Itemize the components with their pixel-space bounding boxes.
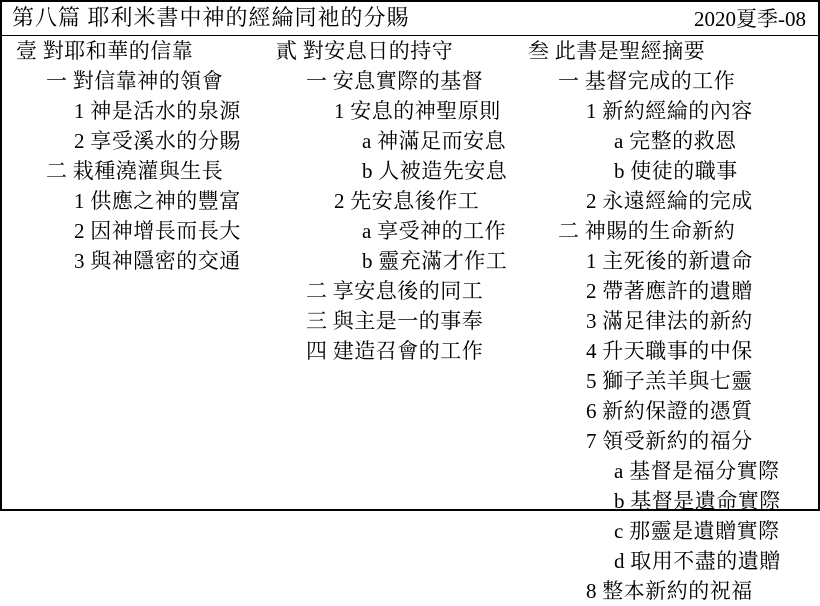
outline-marker: 1 bbox=[74, 99, 85, 123]
outline-marker: 5 bbox=[586, 369, 597, 393]
outline-marker: 一 bbox=[558, 69, 579, 93]
outline-text: 對安息日的持守 bbox=[297, 39, 454, 63]
outline-entry bbox=[270, 36, 518, 66]
outline-text: 神是活水的泉源 bbox=[84, 99, 241, 123]
outline-entry bbox=[270, 66, 518, 96]
outline-marker: 4 bbox=[586, 339, 597, 363]
outline-entry bbox=[518, 126, 818, 156]
outline-marker: 8 bbox=[586, 579, 597, 603]
outline-marker: 2 bbox=[334, 189, 345, 213]
outline-text: 帶著應許的遺贈 bbox=[596, 279, 753, 303]
document-code: 2020夏季-08 bbox=[694, 7, 806, 31]
outline-entry bbox=[518, 426, 818, 456]
outline-marker: 二 bbox=[46, 159, 67, 183]
outline-text: 建造召會的工作 bbox=[327, 339, 484, 363]
outline-marker: 貳 bbox=[276, 39, 297, 63]
outline-text: 安息的神聖原則 bbox=[344, 99, 501, 123]
outline-marker: b bbox=[614, 159, 625, 183]
outline-marker: a bbox=[362, 219, 372, 243]
outline-text: 靈充滿才作工 bbox=[372, 249, 508, 273]
outline-marker: 2 bbox=[74, 219, 85, 243]
outline-entry bbox=[518, 96, 818, 126]
document-header bbox=[2, 2, 818, 36]
outline-marker: 6 bbox=[586, 399, 597, 423]
outline-marker: 3 bbox=[586, 309, 597, 333]
outline-entry bbox=[518, 456, 818, 486]
outline-marker: 二 bbox=[306, 279, 327, 303]
outline-entry bbox=[518, 486, 818, 516]
outline-marker: 1 bbox=[334, 99, 345, 123]
outline-entry bbox=[270, 336, 518, 366]
outline-text: 整本新約的祝福 bbox=[596, 579, 753, 603]
outline-text: 升天職事的中保 bbox=[596, 339, 753, 363]
outline-entry bbox=[518, 246, 818, 276]
outline-entry bbox=[2, 96, 270, 126]
outline-marker: 一 bbox=[306, 69, 327, 93]
outline-text: 完整的救恩 bbox=[623, 129, 737, 153]
outline-marker: b bbox=[614, 489, 625, 513]
outline-entry bbox=[518, 336, 818, 366]
outline-marker: c bbox=[614, 519, 624, 543]
outline-entry bbox=[518, 576, 818, 606]
outline-text: 取用不盡的遺贈 bbox=[624, 549, 781, 573]
outline-entry bbox=[518, 156, 818, 186]
outline-text: 滿足律法的新約 bbox=[596, 309, 753, 333]
outline-marker: d bbox=[614, 549, 625, 573]
outline-text: 享受神的工作 bbox=[371, 219, 507, 243]
outline-marker: 2 bbox=[74, 129, 85, 153]
outline-entry bbox=[2, 36, 270, 66]
outline-text: 那靈是遺贈實際 bbox=[623, 519, 780, 543]
outline-entry bbox=[270, 186, 518, 216]
outline-text: 新約保證的憑質 bbox=[596, 399, 753, 423]
outline-text: 栽種澆灌與生長 bbox=[67, 159, 224, 183]
outline-marker: 三 bbox=[306, 309, 327, 333]
outline-entry bbox=[518, 546, 818, 576]
outline-entry bbox=[518, 306, 818, 336]
outline-marker: 一 bbox=[46, 69, 67, 93]
page-title: 第八篇 耶利米書中神的經綸同祂的分賜 bbox=[12, 5, 410, 30]
outline-text: 安息實際的基督 bbox=[327, 69, 484, 93]
outline-entry bbox=[270, 156, 518, 186]
outline-marker: 壹 bbox=[16, 39, 37, 63]
outline-marker: 二 bbox=[558, 219, 579, 243]
outline-text: 與主是一的事奉 bbox=[327, 309, 484, 333]
outline-text: 供應之神的豐富 bbox=[84, 189, 241, 213]
outline-text: 享安息後的同工 bbox=[327, 279, 484, 303]
column-three bbox=[518, 36, 818, 603]
outline-text: 人被造先安息 bbox=[372, 159, 508, 183]
outline-entry bbox=[270, 276, 518, 306]
outline-entry bbox=[2, 216, 270, 246]
outline-text: 先安息後作工 bbox=[344, 189, 480, 213]
outline-entry bbox=[270, 96, 518, 126]
outline-entry bbox=[2, 246, 270, 276]
outline-entry bbox=[518, 516, 818, 546]
outline-text: 基督是遺命實際 bbox=[624, 489, 781, 513]
outline-text: 主死後的新遺命 bbox=[596, 249, 753, 273]
outline-marker: 1 bbox=[74, 189, 85, 213]
outline-text: 基督是福分實際 bbox=[623, 459, 780, 483]
outline-entry bbox=[518, 186, 818, 216]
outline-entry bbox=[270, 216, 518, 246]
outline-entry bbox=[270, 126, 518, 156]
outline-entry bbox=[518, 36, 818, 66]
outline-text: 享受溪水的分賜 bbox=[84, 129, 241, 153]
outline-text: 對信靠神的領會 bbox=[67, 69, 224, 93]
outline-entry bbox=[518, 66, 818, 96]
outline-columns bbox=[2, 36, 818, 603]
outline-entry bbox=[518, 216, 818, 246]
outline-entry bbox=[2, 156, 270, 186]
outline-entry bbox=[270, 246, 518, 276]
outline-text: 獅子羔羊與七靈 bbox=[596, 369, 753, 393]
outline-marker: a bbox=[614, 129, 624, 153]
outline-text: 基督完成的工作 bbox=[579, 69, 736, 93]
outline-marker: 1 bbox=[586, 99, 597, 123]
outline-entry bbox=[518, 396, 818, 426]
outline-text: 永遠經綸的完成 bbox=[596, 189, 753, 213]
outline-entry bbox=[518, 366, 818, 396]
outline-entry bbox=[2, 126, 270, 156]
outline-text: 與神隱密的交通 bbox=[84, 249, 241, 273]
column-two bbox=[270, 36, 518, 509]
outline-entry bbox=[270, 306, 518, 336]
outline-marker: 四 bbox=[306, 339, 327, 363]
outline-marker: a bbox=[614, 459, 624, 483]
outline-text: 對耶和華的信靠 bbox=[37, 39, 194, 63]
outline-entry bbox=[2, 186, 270, 216]
outline-text: 神賜的生命新約 bbox=[579, 219, 736, 243]
column-one bbox=[2, 36, 270, 509]
outline-entry bbox=[2, 66, 270, 96]
outline-text: 使徒的職事 bbox=[624, 159, 738, 183]
outline-marker: 1 bbox=[586, 249, 597, 273]
outline-marker: 7 bbox=[586, 429, 597, 453]
outline-marker: 3 bbox=[74, 249, 85, 273]
outline-marker: 叁 bbox=[528, 39, 549, 63]
outline-marker: 2 bbox=[586, 189, 597, 213]
outline-marker: 2 bbox=[586, 279, 597, 303]
outline-text: 新約經綸的內容 bbox=[596, 99, 753, 123]
outline-marker: b bbox=[362, 249, 373, 273]
outline-entry bbox=[518, 276, 818, 306]
outline-text: 因神增長而長大 bbox=[84, 219, 241, 243]
outline-marker: a bbox=[362, 129, 372, 153]
outline-marker: b bbox=[362, 159, 373, 183]
outline-text: 此書是聖經摘要 bbox=[549, 39, 706, 63]
outline-text: 領受新約的福分 bbox=[596, 429, 753, 453]
outline-text: 神滿足而安息 bbox=[371, 129, 507, 153]
